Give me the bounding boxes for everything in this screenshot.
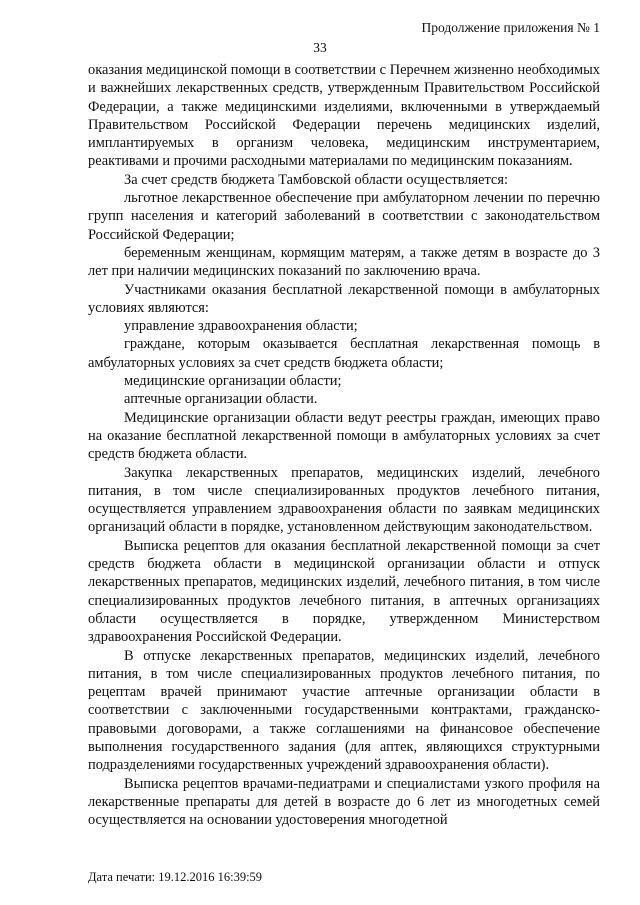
paragraph: Выписка рецептов врачами-педиатрами и специалистами узкого профиля на лекарственные препараты для детей в возрасте до 6 лет из многодетных семей осуществляется на основании удостоверения многодетной (88, 775, 600, 829)
paragraph: беременным женщинам, кормящим матерям, а также детям в возрасте до 3 лет при наличии медицинских показаний по заключению врача. (88, 244, 600, 280)
paragraph: льготное лекарственное обеспечение при амбулаторном лечении по перечню групп населения и категорий заболеваний в соответствии с законодательством Российской Федерации; (88, 190, 600, 243)
appendix-continuation-note: Продолжение приложения № 1 (421, 20, 600, 35)
paragraph: За счет средств бюджета Тамбовской области осуществляется: (124, 171, 508, 188)
print-date: Дата печати: 19.12.2016 16:39:59 (88, 870, 263, 884)
paragraph: Выписка рецептов для оказания бесплатной лекарственной помощи за счет средств бюджета области в медицинской организации области и отпуск лекарственных препаратов, медицинских изделий, лечебного питания, в том числе специализированных продуктов лечебного питания, в аптечных организациях области осуществляется в порядке, утвержденном Министерством здравоохранения Российской Федерации. (88, 537, 600, 646)
paragraph: аптечные организации области. (124, 391, 318, 408)
paragraph: Закупка лекарственных препаратов, медицинских изделий, лечебного питания, в том числе специализированных продуктов лечебного питания, осуществляется управлением здравоохранения области по заявкам медицинских организаций области в порядке, установленном действующим законодательством. (88, 464, 600, 536)
document-body (88, 61, 600, 829)
paragraph: Участниками оказания бесплатной лекарственной помощи в амбулаторных условиях являются: (88, 281, 600, 316)
paragraph: Медицинские организации области ведут реестры граждан, имеющих право на оказание бесплатной лекарственной помощи в амбулаторных условиях за счет средств бюджета области. (88, 409, 600, 463)
paragraph: управление здравоохранения области; (124, 318, 358, 335)
paragraph: медицинские организации области; (124, 373, 342, 390)
paragraph: граждане, которым оказывается бесплатная лекарственная помощь в амбулаторных условиях за счет средств бюджета области; (88, 336, 600, 371)
page-number: 33 (313, 40, 327, 55)
paragraph: оказания медицинской помощи в соответствии с Перечнем жизненно необходимых и важнейших лекарственных средств, утвержденным Правительством Российской Федерации, а также медицинскими изделиями, включенными в утверждаемый Правительством Российской Федерации перечень медицинских изделий, имплантируемых в организм человека, медицинским инструментарием, реактивами и прочими расходными материалами по медицинским показаниям. (88, 62, 600, 170)
paragraph: В отпуске лекарственных препаратов, медицинских изделий, лечебного питания, в том числе специализированных продуктов лечебного питания, по рецептам врачей принимают участие аптечные организации области в соответствии с заключенными государственными контрактами, гражданско-правовыми договорами, а также соглашениями на финансовое обеспечение выполнения государственного задания (для аптек, являющихся структурными подразделениями государственных учреждений здравоохранения области). (88, 647, 600, 774)
